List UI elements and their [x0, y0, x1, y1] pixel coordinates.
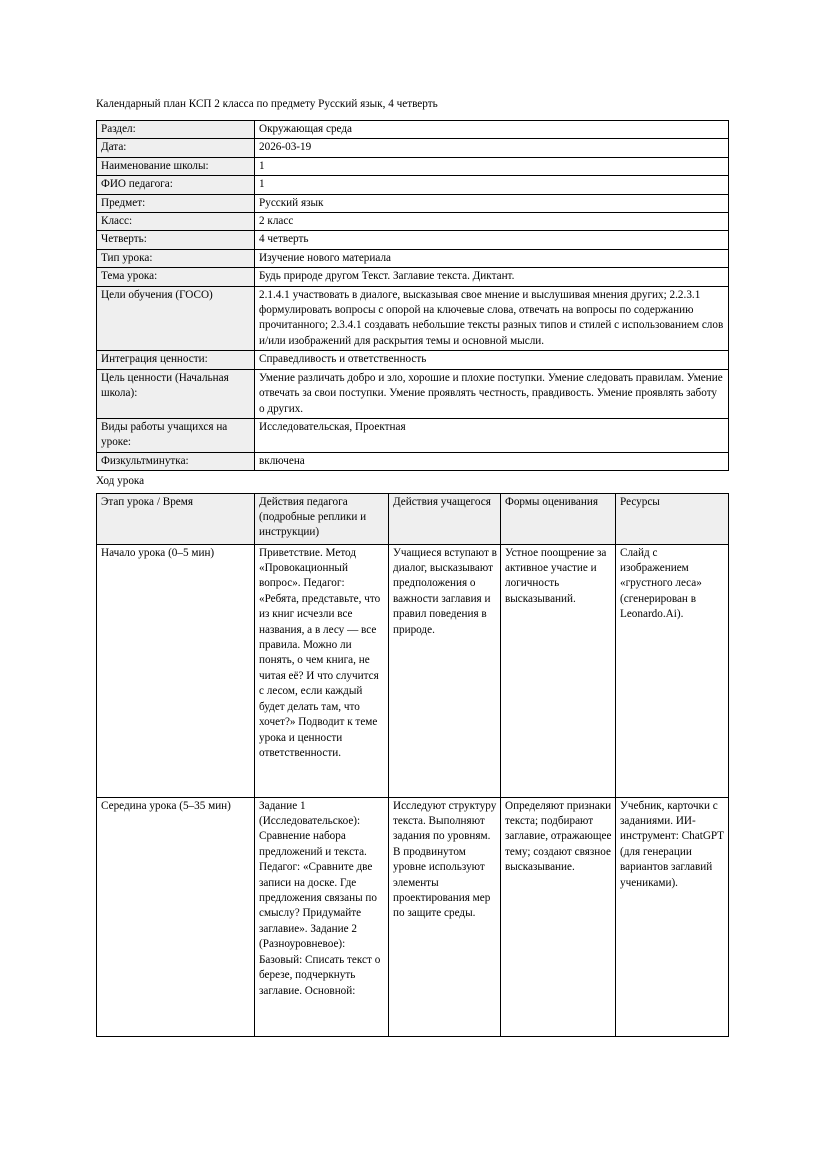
cell-student-actions: Учащиеся вступают в диалог, высказывают предположения о важности заглавия и правил поведения в природе. [389, 544, 501, 797]
table-row [97, 369, 729, 418]
table-row [97, 194, 729, 212]
info-label: Физкультминутка: [97, 452, 255, 470]
info-value: Будь природе другом Текст. Заглавие текста. Диктант. [255, 268, 729, 286]
table-row [97, 157, 729, 175]
info-value: Окружающая среда [255, 121, 729, 139]
info-label: Четверть: [97, 231, 255, 249]
info-value: 1 [255, 176, 729, 194]
lesson-flow-body [97, 544, 729, 1036]
info-value: 2.1.4.1 участвовать в диалоге, высказывая свое мнение и выслушивая мнения других; 2.2.3.1 формулировать вопросы с опорой на ключевые слова, отвечать на вопросы по содержанию прочитанного; 2.3.4.1 создавать небольшие тексты разных типов и стилей с использованием слов и/или изображений для раскрытия темы и основной мысли. [255, 286, 729, 351]
info-label: Дата: [97, 139, 255, 157]
column-header-teacher-actions: Действия педагога (подробные реплики и инструкции) [255, 493, 389, 544]
info-value: 2026-03-19 [255, 139, 729, 157]
column-header-stage: Этап урока / Время [97, 493, 255, 544]
info-value: Русский язык [255, 194, 729, 212]
info-value: Изучение нового материала [255, 249, 729, 267]
table-row [97, 351, 729, 369]
table-row [97, 268, 729, 286]
info-value: Умение различать добро и зло, хорошие и плохие поступки. Умение следовать правилам. Умение отвечать за свои поступки. Умение проявлять честность, правдивость. Умение проявлять заботу о других. [255, 369, 729, 418]
info-label: Виды работы учащихся на уроке: [97, 418, 255, 452]
info-label: Интеграция ценности: [97, 351, 255, 369]
info-label: Тема урока: [97, 268, 255, 286]
table-header-row [97, 493, 729, 544]
table-row [97, 797, 729, 1036]
info-label: ФИО педагога: [97, 176, 255, 194]
column-header-student-actions: Действия учащегося [389, 493, 501, 544]
table-row [97, 249, 729, 267]
cell-resources: Слайд с изображением «грустного леса» (сгенерирован в Leonardo.Ai). [616, 544, 729, 797]
table-row [97, 231, 729, 249]
lesson-flow-header [97, 493, 729, 544]
table-row [97, 418, 729, 452]
info-label: Раздел: [97, 121, 255, 139]
cell-resources: Учебник, карточки с заданиями. ИИ-инструмент: ChatGPT (для генерации вариантов заглавий учениками). [616, 797, 729, 1036]
cell-student-actions: Исследуют структуру текста. Выполняют задания по уровням. В продвинутом уровне используют элементы проектирования мер по защите среды. [389, 797, 501, 1036]
table-row [97, 121, 729, 139]
info-value: Справедливость и ответственность [255, 351, 729, 369]
lesson-info-table [96, 120, 729, 471]
table-row [97, 176, 729, 194]
info-label: Цель ценности (Начальная школа): [97, 369, 255, 418]
cell-teacher-actions: Задание 1 (Исследовательское): Сравнение набора предложений и текста. Педагог: «Сравните две записи на доске. Где предложения связаны по смыслу? Придумайте заглавие». Задание 2 (Разноуровневое): Базовый: Списать текст о березе, подчеркнуть заглавие. Основной: [255, 797, 389, 1036]
page-content [96, 96, 728, 1037]
column-header-assessment-forms: Формы оценивания [501, 493, 616, 544]
info-label: Наименование школы: [97, 157, 255, 175]
cell-assessment: Устное поощрение за активное участие и логичность высказываний. [501, 544, 616, 797]
table-row [97, 452, 729, 470]
cell-stage: Начало урока (0–5 мин) [97, 544, 255, 797]
cell-stage: Середина урока (5–35 мин) [97, 797, 255, 1036]
table-row [97, 544, 729, 797]
info-label: Предмет: [97, 194, 255, 212]
lesson-flow-table [96, 493, 729, 1037]
info-value: 4 четверть [255, 231, 729, 249]
table-row [97, 286, 729, 351]
section-caption-lesson-flow: Ход урока [96, 475, 145, 488]
info-value: включена [255, 452, 729, 470]
info-value: 2 класс [255, 213, 729, 231]
info-label: Цели обучения (ГОСО) [97, 286, 255, 351]
page-title: Календарный план КСП 2 класса по предмету Русский язык, 4 четверть [96, 98, 438, 110]
info-label: Класс: [97, 213, 255, 231]
cell-assessment: Определяют признаки текста; подбирают заглавие, отражающее тему; создают связное высказывание. [501, 797, 616, 1036]
info-label: Тип урока: [97, 249, 255, 267]
column-header-resources: Ресурсы [616, 493, 729, 544]
info-value: 1 [255, 157, 729, 175]
cell-teacher-actions: Приветствие. Метод «Провокационный вопрос». Педагог: «Ребята, представьте, что из книг исчезли все названия, а в лесу — все правила. Можно ли понять, о чем книга, не читая её? И что случится с лесом, если каждый будет делать там, что хочет?» Подводит к теме урока и ценности ответственности. [255, 544, 389, 797]
lesson-info-body [97, 121, 729, 471]
table-row [97, 213, 729, 231]
table-row [97, 139, 729, 157]
info-value: Исследовательская, Проектная [255, 418, 729, 452]
